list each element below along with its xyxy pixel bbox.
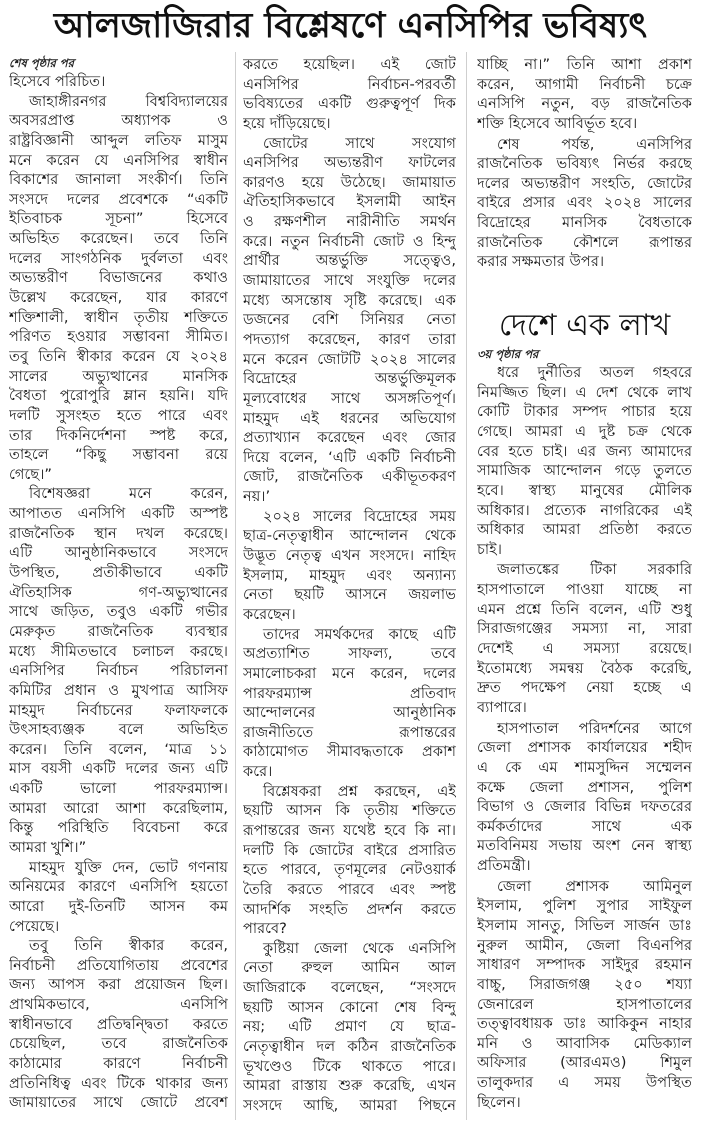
text-line: ইতোমধ্যে সমন্বয় বৈঠক করেছি, (477, 659, 692, 677)
text-line: প্রতিমন্ত্রী। (477, 857, 531, 875)
text-line: প্রতিনিধিত্ব এবং টিকে থাকার জন্য (9, 1074, 228, 1092)
text-line: মধ্যে সীমিতভাবে চলাচল করছে। (9, 642, 228, 660)
text-line: শেষ পর্যন্ত, এনসিপির (497, 135, 692, 153)
column-divider (235, 52, 236, 1120)
article-paragraph (477, 877, 692, 1113)
text-line: বিকাশের জানালা সংকীর্ণ। তিনি (9, 171, 228, 189)
text-line: ছাত্র-নেতৃত্বাধীন আন্দোলন থেকে (243, 527, 456, 545)
article-paragraph (9, 92, 228, 485)
text-line: মনে করেন জোটটি ২০২৪ সালের (243, 350, 456, 368)
text-line: মেরুকৃত রাজনৈতিক ব্যবস্থার (9, 622, 228, 640)
text-line: জাজিরাকে বলেছেন, “সংসদে (243, 979, 456, 997)
text-line: কমিটির প্রধান ও মুখপাত্র আসিফ (9, 681, 228, 699)
article-paragraph (243, 625, 456, 782)
text-line: করার সক্ষমতার উপর। (477, 253, 605, 271)
text-line: অভিহিত করেছেন। তবে তিনি (9, 230, 228, 248)
text-line: সাথে জড়িত, তবুও একটি গভীর (9, 603, 228, 621)
text-line: এ কে এম শামসুদ্দিন সম্মেলন (477, 758, 692, 776)
text-line: সালের অভ্যুত্থানের মানসিক (9, 367, 228, 385)
text-line: বিদ্রোহের অন্তর্ভুক্তিমূলক (243, 370, 456, 388)
text-line: করে। (243, 763, 273, 781)
article-paragraph (9, 72, 228, 92)
text-line: বাচ্চু, সিরাজগঞ্জ ২৫০ শয্যা (477, 975, 692, 993)
article-paragraph (9, 484, 228, 857)
text-line: রাষ্ট্রবিজ্ঞানী আব্দুল লতিফ মাসুম (9, 131, 228, 149)
text-line: দ্রুত পদক্ষেপ নেয়া হচ্ছে এ (477, 679, 692, 697)
text-line: ভবিষ্যতের একটি গুরুত্বপূর্ণ দিক (243, 95, 456, 113)
text-line: অনিয়মের কারণে এনসিপি হয়তো (9, 878, 228, 896)
text-line: চেয়েছিল, তবে রাজনৈতিক (9, 1035, 228, 1053)
text-line: আপাতত এনসিপি একটি অস্পষ্ট (9, 505, 228, 523)
text-line: সাধারণ সম্পাদক সাইদুর রহমান (477, 956, 692, 974)
text-line: অপ্রত্যাশিত সাফল্য, তবে (243, 645, 456, 663)
text-line: নিমজ্জিত ছিল। এ দেশ থেকে লাখ (477, 383, 692, 401)
text-line: পারবে? (243, 920, 287, 938)
text-line: নির্বাচনী প্রতিযোগিতায় প্রবেশের (9, 956, 228, 974)
text-line: ডজনের বেশি সিনিয়র নেতা (243, 311, 456, 329)
text-line: করেন। তিনি বলেন, ‘মাত্র ১১ (9, 740, 228, 758)
text-line: রাজনীতিতে রূপান্তরের (243, 723, 456, 741)
text-line: একটি ভালো পারফরম্যান্স। (9, 780, 228, 798)
text-line: পরিণত হওয়ার সম্ভাবনা সীমিত। (9, 328, 228, 346)
text-line: কোটি টাকার সম্পদ পাচার হয়ে (477, 403, 692, 421)
text-line: কিন্তু পরিস্থিতি বিবেচনা করে (9, 819, 228, 837)
text-line: রূপান্তরের জন্য যথেষ্ট হবে কি না। (243, 821, 456, 839)
text-line: আরো দুই-তিনটি আসন কম (9, 897, 228, 915)
text-line: মধ্যে অসন্তোষ সৃষ্টি করেছে। এক (243, 291, 456, 309)
text-line: এনসিপির নির্বাচন-পরবর্তী (243, 75, 456, 93)
text-line: জোটের সাথে সংযোগ (263, 134, 456, 152)
text-line: সমালোচকরা মনে করেন, দলের (243, 664, 456, 682)
text-line: হাসপাতাল পরিদর্শনের আগে (497, 719, 692, 737)
text-line: ভূখণ্ডেও টিকে থাকতে পারে। (243, 1057, 456, 1075)
text-line: বিদ্রোহের মানসিক বৈধতাকে (477, 214, 692, 232)
text-line: গেছে। আমরা এ দুষ্ট চক্র থেকে (477, 422, 692, 440)
text-line: মনে করেন যে এনসিপির স্বাধীন (9, 151, 228, 169)
text-line: ছয়টি আসন কোনো শেষ বিন্দু (243, 998, 456, 1016)
text-line: অভ্যন্তরীণ বিভাজনের কথাও (9, 269, 228, 287)
text-line: জামায়াতের সাথে সংযুক্তি দলের (243, 272, 456, 290)
second-article-headline: দেশে এক লাখ (498, 308, 671, 344)
text-line: আমরা আরো আশা করেছিলাম, (9, 799, 228, 817)
text-line: মতবিনিময় সভায় অংশ নেন স্বাস্থ্য (477, 837, 692, 855)
text-line: মনি ও আবাসিক মেডিক্যাল (477, 1034, 692, 1052)
text-line: কাঠামোর কারণে নির্বাচনী (9, 1055, 228, 1073)
text-line: আদর্শিক সংহতি প্রদর্শন করতে (243, 900, 456, 918)
text-line: প্রাথমিকভাবে, এনসিপি (9, 996, 228, 1014)
text-line: গেছে।” (9, 465, 52, 483)
text-line: দলটি সুসংহত হতে পারে এবং (9, 406, 228, 424)
text-line: জেলা প্রশাসক কার্যালয়ের শহীদ (477, 739, 692, 757)
text-line: হতে পারবে, তৃণমূলের নেটওয়ার্ক (243, 861, 456, 879)
text-line: তৈরি করতে পারবে এবং স্পষ্ট (243, 880, 456, 898)
text-line: সিরাজগঞ্জের সমস্যা না, সারা (477, 620, 692, 638)
text-line: জেলা প্রশাসক আমিনুল (497, 877, 692, 895)
article-column-2 (243, 55, 456, 1116)
text-line: বিশেষজ্ঞরা মনে করেন, (29, 485, 228, 503)
text-line: করেন, আগামী নির্বাচনী চক্রে (477, 75, 692, 93)
text-line: রাজনৈতিক কৌশলে রূপান্তর (477, 233, 692, 251)
text-line: তবু তিনি স্বীকার করেন, (29, 937, 228, 955)
text-line: হয়ে দাঁড়িয়েছে। (243, 114, 331, 132)
text-line: নেতা ছয়টি আসনে জয়লাভ (243, 586, 456, 604)
text-line: আমরা রাস্তায় শুরু করেছি, এখন (243, 1077, 456, 1095)
article-paragraph (9, 936, 228, 1113)
text-line: তার দিকনির্দেশনা স্পষ্ট করে, (9, 426, 228, 444)
text-line: তাদের সমর্থকদের কাছে এটি (263, 625, 456, 643)
text-line: স্বাধীনভাবে প্রতিদ্বন্দ্বিতা করতে (9, 1015, 228, 1033)
text-line: উদ্ভূত নেতৃত্ব এখন সংসদে। নাহিদ (243, 547, 456, 565)
text-line: ২০২৪ সালের বিদ্রোহের সময় (263, 507, 456, 525)
text-line: এনসিপির অভ্যন্তরীণ ফাটলের (243, 154, 456, 172)
article-column-1 (9, 55, 228, 1113)
text-line: জেনারেল হাসপাতালের (477, 995, 692, 1013)
text-line: শক্তিশালী, স্বাধীন তৃতীয় শক্তিতে (9, 308, 228, 326)
text-line: নয়; এটি প্রমাণ যে ছাত্র- (243, 1018, 456, 1036)
text-line: কারণও হয়ে উঠেছে। জামায়াত (243, 173, 456, 191)
text-line: যাচ্ছি না।” তিনি আশা প্রকাশ (477, 56, 692, 73)
article-headline: আলজাজিরার বিশ্লেষণে এনসিপির ভবিষ্যৎ (53, 6, 648, 46)
text-line: নুরুল আমীন, জেলা বিএনপির (477, 936, 692, 954)
article-paragraph (243, 55, 456, 134)
text-line: হবে। স্বাস্থ্য মানুষের মৌলিক (477, 481, 692, 499)
continued-from-label: শেষ পৃষ্ঠার পর (9, 56, 74, 70)
text-line: ছয়টি আসন কি তৃতীয় শক্তিতে (243, 802, 456, 820)
article-paragraph (477, 363, 692, 559)
article-paragraph (477, 560, 692, 717)
text-line: জাহাঙ্গীরনগর বিশ্ববিদ্যালয়ের (29, 92, 228, 110)
text-line: করেছেন। (243, 605, 296, 623)
text-line: দলটি কি জোটের বাইরে প্রসারিত (243, 841, 456, 859)
text-line: কুষ্টিয়া জেলা থেকে এনসিপি (263, 939, 456, 957)
text-line: অধিকার আমরা প্রতিষ্ঠা করতে (477, 521, 692, 539)
text-line: করতে হয়েছিল। এই জোট (243, 56, 456, 73)
text-line: দলের সাংগঠনিক দুর্বলতা এবং (9, 249, 228, 267)
text-line: হাসপাতালে পাওয়া যাচ্ছে না (477, 581, 692, 599)
text-line: এনসিপির নির্বাচন পরিচালনা (9, 662, 228, 680)
text-line: জোট, রাজনৈতিক একীভূতকরণ (243, 468, 456, 486)
text-line: বিভাগ ও জেলার বিভিন্ন দফতরের (477, 798, 692, 816)
text-line: ব্যাপারে। (477, 698, 527, 716)
text-line: ইসলাম সানতু, সিভিল সার্জন ডাঃ (477, 916, 692, 934)
text-line: অফিসার (আরএমও) শিমুল (477, 1054, 692, 1072)
text-line: ঐতিহাসিক গণ-অভ্যুত্থানের (9, 583, 228, 601)
text-line: মাহমুদ যুক্তি দেন, ভোট গণনায় (29, 858, 228, 876)
text-line: অধিকার। প্রত্যেক নাগরিকের এই (477, 501, 692, 519)
text-line: তালুকদার এ সময় উপস্থিত (477, 1074, 692, 1092)
text-line: সংসদে দলের প্রবেশকে “একটি (9, 190, 228, 208)
article-paragraph (243, 939, 456, 1116)
text-line: ধরে দুর্নীতির অতল গহবরে (497, 364, 692, 382)
text-line: উপস্থিত, প্রতীকীভাবে একটি (9, 564, 228, 582)
text-line: জলাতঙ্কের টিকা সরকারি (497, 561, 692, 579)
text-line: আমরা খুশি।” (9, 838, 87, 856)
text-line: প্রার্থীর অন্তর্ভুক্তি সত্ত্বেও, (243, 252, 456, 270)
text-line: ছিলেন। (477, 1093, 521, 1111)
text-line: শক্তি হিসেবে আবির্ভূত হবে। (477, 114, 638, 132)
text-line: মূল্যবোধের সাথে অসঙ্গতিপূর্ণ। (243, 389, 456, 407)
text-line: বিশ্লেষকরা প্রশ্ন করছেন, এই (263, 782, 456, 800)
text-line: তাহলে “কিছু সম্ভাবনা রয়ে (9, 446, 228, 464)
text-line: মাস বয়সী একটি দলের জন্য এটি (9, 760, 228, 778)
text-line: পদত্যাগ করেছেন, কারণ তারা (243, 330, 456, 348)
text-line: দিয়ে বলেন, ‘এটি একটি নির্বাচনী (243, 448, 456, 466)
text-line: নেতা রুহুল আমিন আল (243, 959, 456, 977)
article-paragraph (9, 858, 228, 937)
text-line: জামায়াতের সাথে জোটে প্রবেশ (9, 1094, 228, 1112)
text-line: রাজনৈতিক স্থান দখল করেছে। (9, 524, 228, 542)
text-line: পারফরম্যান্স প্রতিবাদ (243, 684, 456, 702)
text-line: মাহমুদ এই ধরনের অভিযোগ (243, 409, 456, 427)
text-line: বাইরে প্রসার এবং ২০২৪ সালের (477, 194, 692, 212)
text-line: সামাজিক আন্দোলন গড়ে তুলতে (477, 462, 692, 480)
text-line: কর্মকর্তাদের সাথে এক (477, 817, 692, 835)
text-line: ইসলাম, মাহমুদ এবং অন্যান্য (243, 566, 456, 584)
article-paragraph (477, 719, 692, 876)
article-paragraph (243, 782, 456, 939)
text-line: দেশেই এ সমস্যা রয়েছে। (477, 640, 692, 658)
text-line: হিসেবে পরিচিত। (9, 73, 106, 90)
text-line: জন্য আপস করা প্রয়োজন ছিল। (9, 976, 228, 994)
article-column-3 (477, 55, 692, 1113)
text-line: তত্ত্বাবধায়ক ডাঃ আকিকুন নাহার (477, 1015, 692, 1033)
text-line: আন্দোলনের আনুষ্ঠানিক (243, 704, 456, 722)
text-line: মাহমুদ নির্বাচনের ফলাফলকে (9, 701, 228, 719)
text-line: চাই। (477, 540, 502, 558)
article-paragraph (243, 134, 456, 507)
article-paragraph (477, 55, 692, 134)
text-line: নেতৃত্বাধীন দল কঠিন রাজনৈতিক (243, 1038, 456, 1056)
continued-from-label: ৩য় পৃষ্ঠার পর (477, 347, 539, 362)
text-line: উৎসাহব্যঞ্জক বলে অভিহিত (9, 721, 228, 739)
text-line: কাঠামোগত সীমাবদ্ধতাকে প্রকাশ (243, 743, 456, 761)
article-paragraph (477, 135, 692, 272)
text-line: রাজনৈতিক ভবিষ্যৎ নির্ভর করছে (477, 155, 692, 173)
text-line: পেয়েছে। (9, 917, 60, 935)
text-line: বের হতে চাই। এর জন্য আমাদের (477, 442, 692, 460)
text-line: কক্ষে জেলা প্রশাসন, পুলিশ (477, 778, 692, 796)
text-line: সংসদে আছি, আমরা পিছনে (243, 1096, 456, 1114)
text-line: এটি আনুষ্ঠানিকভাবে সংসদে (9, 544, 228, 562)
text-line: উল্লেখ করেছেন, যার কারণে (9, 289, 228, 307)
text-line: ইতিবাচক সূচনা” হিসেবে (9, 210, 228, 228)
text-line: ইসলাম, পুলিশ সুপার সাইফুল (477, 897, 692, 915)
article-paragraph (243, 507, 456, 625)
text-line: করে। নতুন নির্বাচনী জোট ও হিন্দু (243, 232, 456, 250)
text-line: দলের অভ্যন্তরীণ সংহতি, জোটের (477, 174, 692, 192)
text-line: বৈধতা পুরোপুরি ম্লান হয়নি। যদি (9, 387, 228, 405)
column-divider (466, 52, 467, 1120)
text-line: প্রত্যাখ্যান করেছেন এবং জোর (243, 429, 456, 447)
text-line: ঐতিহাসিকভাবে ইসলামী আইন (243, 193, 456, 211)
text-line: এমন প্রশ্নে তিনি বলেন, এটি শুধু (477, 600, 692, 618)
text-line: ও রক্ষণশীল নারীনীতি সমর্থন (243, 213, 456, 231)
text-line: তবু তিনি স্বীকার করেন যে ২০২৪ (9, 347, 228, 365)
text-line: অবসরপ্রাপ্ত অধ্যাপক ও (9, 112, 228, 130)
text-line: নয়।’ (243, 488, 271, 506)
text-line: এনসিপি নতুন, বড় রাজনৈতিক (477, 95, 692, 113)
